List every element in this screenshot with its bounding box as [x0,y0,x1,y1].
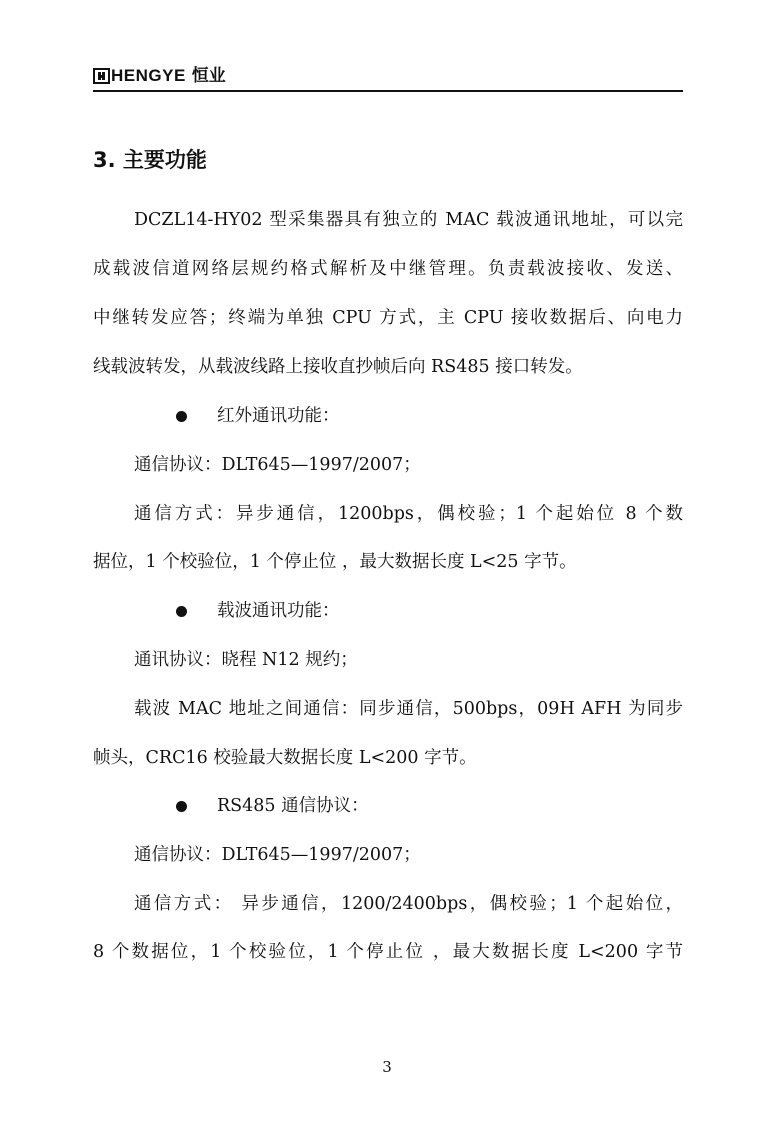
intro-line-4: 线载波转发，从载波线路上接收直抄帧后向 RS485 接口转发。 [93,357,583,377]
bullet-carrier [176,599,340,623]
rs485-protocol: 通信协议：DLT645—1997/2007； [134,845,421,865]
carrier-mode-line-1: 载波 MAC 地址之间通信：同步通信，500bps，09H AFH 为同步 [134,699,683,719]
intro-line-3: 中继转发应答；终端为单独 CPU 方式，主 CPU 接收数据后、向电力 [93,308,683,328]
carrier-mode-line-2: 帧头，CRC16 校验最大数据长度 L<200 字节。 [93,748,477,768]
infrared-protocol: 通信协议：DLT645—1997/2007； [134,455,421,475]
bullet-carrier-label: 载波通讯功能： [217,601,340,621]
carrier-protocol: 通讯协议：晓程 N12 规约； [134,650,358,670]
bullet-rs485 [176,794,369,818]
bullet-infrared [176,404,340,428]
bullet-icon [176,606,187,617]
bullet-infrared-label: 红外通讯功能： [217,406,340,426]
logo-text: HENGYE [111,66,186,85]
page-header [93,64,683,92]
page-number: 3 [382,1058,392,1076]
intro-line-1: DCZL14-HY02 型采集器具有独立的 MAC 载波通讯地址，可以完 [134,210,683,230]
bullet-rs485-label: RS485 通信协议： [217,796,369,816]
intro-line-2: 成载波信道网络层规约格式解析及中继管理。负责载波接收、发送、 [93,259,683,279]
rs485-mode-line-1: 通信方式： 异步通信，1200/2400bps，偶校验；1 个起始位， [134,894,683,914]
company-logo [93,66,226,86]
section-title: 3. 主要功能 [93,148,207,172]
hengye-logo-icon [93,68,110,84]
logo-chinese-name: 恒业 [191,66,226,86]
infrared-mode-line-2: 据位，1 个校验位，1 个停止位 ，最大数据长度 L<25 字节。 [93,552,577,572]
infrared-mode-line-1: 通信方式：异步通信，1200bps，偶校验；1 个起始位 8 个数 [134,504,683,524]
bullet-icon [176,801,187,812]
bullet-icon [176,411,187,422]
rs485-mode-line-2: 8 个数据位，1 个校验位，1 个停止位 ，最大数据长度 L<200 字节 [93,942,683,962]
